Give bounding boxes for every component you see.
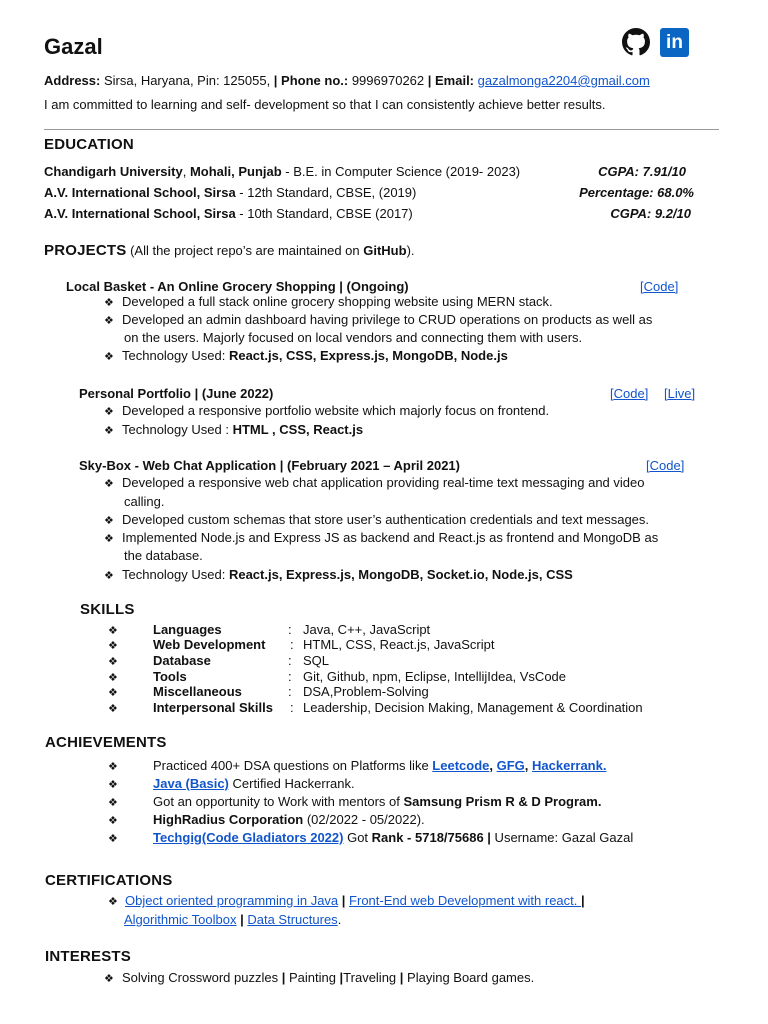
skill-value: DSA,Problem-Solving <box>303 684 429 699</box>
project-title: Sky-Box - Web Chat Application | (February 2021 – April 2021) <box>79 458 460 473</box>
comma: , <box>489 758 497 773</box>
achievement-text: Certified Hackerrank. <box>228 776 355 791</box>
projects-heading: PROJECTS <box>44 242 127 259</box>
cert-algorithmic-toolbox-link[interactable]: Algorithmic Toolbox <box>124 912 237 927</box>
project-bullet <box>104 311 652 330</box>
project-code-link[interactable]: [Code] <box>646 458 685 473</box>
linkedin-glyph: in <box>666 32 683 53</box>
achievement-item <box>153 775 355 793</box>
interest-text: Painting <box>285 970 340 985</box>
interest-text: Traveling <box>343 970 400 985</box>
achievements-heading: ACHIEVEMENTS <box>45 734 167 751</box>
bullet-text: Developed a responsive portfolio website which majorly focus on frontend. <box>122 403 550 418</box>
education-row <box>44 205 413 223</box>
achievement-text: Username: Gazal Gazal <box>490 830 634 845</box>
separator: | <box>399 970 404 985</box>
bullet-icon: ❖ <box>108 687 118 699</box>
tech-list: HTML , CSS, React.js <box>232 422 364 437</box>
project-bullet <box>104 293 553 312</box>
tech-list: React.js, CSS, Express.js, MongoDB, Node.js <box>228 348 508 363</box>
bullet-icon: ❖ <box>104 533 114 545</box>
address-label: Address: <box>44 73 101 88</box>
bullet-text: Developed custom schemas that store user’s authentication credentials and text messages. <box>122 512 650 527</box>
achievement-bold: HighRadius Corporation <box>153 812 304 827</box>
address-value: Sirsa, Haryana, Pin: 125055, <box>100 73 274 88</box>
techgig-link[interactable]: Techgig(Code Gladiators 2022) <box>153 830 344 845</box>
skill-label: Miscellaneous <box>153 684 242 699</box>
achievement-item <box>153 757 606 775</box>
bullet-icon: ❖ <box>104 570 114 582</box>
skill-colon: : <box>288 669 292 684</box>
comma: , <box>524 758 533 773</box>
bullet-icon: ❖ <box>104 406 114 418</box>
achievement-bullet <box>108 793 126 812</box>
skill-colon: : <box>288 622 292 637</box>
school-name: A.V. International School, Sirsa <box>44 206 236 221</box>
project-bullet <box>104 402 549 421</box>
achievement-item <box>153 793 601 811</box>
interest-text: Playing Board games. <box>403 970 535 985</box>
achievement-bullet <box>108 775 126 794</box>
bullet-icon: ❖ <box>108 672 118 684</box>
degree-detail: - 12th Standard, CBSE, (2019) <box>235 185 417 200</box>
skill-label: Languages <box>153 622 222 637</box>
certification-item-continued <box>124 911 341 929</box>
achievement-item <box>153 829 633 847</box>
skill-value: Java, C++, JavaScript <box>303 622 431 637</box>
bullet-icon: ❖ <box>108 797 118 809</box>
separator: | <box>580 893 585 908</box>
project-code-link[interactable]: [Code] <box>640 279 679 294</box>
achievement-bold: Samsung Prism R & D Program. <box>403 794 602 809</box>
bullet-text: Technology Used: <box>122 348 229 363</box>
bullet-text: Technology Used: <box>122 567 229 582</box>
bullet-icon: ❖ <box>108 625 118 637</box>
bullet-icon: ❖ <box>104 478 114 490</box>
separator: | <box>281 970 286 985</box>
bullet-icon: ❖ <box>108 761 118 773</box>
interest-text: Solving Crossword puzzles <box>122 970 282 985</box>
skill-colon: : <box>290 637 294 652</box>
certification-item <box>108 892 585 911</box>
tech-list: React.js, Express.js, MongoDB, Socket.io, Node.js, CSS <box>228 567 573 582</box>
cert-oop-java-link[interactable]: Object oriented programming in Java <box>125 893 339 908</box>
project-code-link[interactable]: [Code] <box>610 386 649 401</box>
cert-data-structures-link[interactable]: Data Structures <box>247 912 338 927</box>
bullet-icon: ❖ <box>104 351 114 363</box>
projects-note-end: ). <box>406 243 415 258</box>
bullet-continuation: on the users. Majorly focused on local vendors and connecting them with users. <box>124 330 583 345</box>
gfg-link[interactable]: GFG <box>496 758 525 773</box>
bullet-icon: ❖ <box>108 640 118 652</box>
achievement-bullet <box>108 811 126 830</box>
bullet-icon: ❖ <box>108 703 118 715</box>
leetcode-link[interactable]: Leetcode <box>432 758 490 773</box>
java-basic-link[interactable]: Java (Basic) <box>153 776 229 791</box>
achievement-text: Got an opportunity to Work with mentors of <box>153 794 404 809</box>
skill-label: Database <box>153 653 211 668</box>
interests-heading: INTERESTS <box>45 948 131 965</box>
objective: I am committed to learning and self- development so that I can consistently achieve better results. <box>44 97 606 112</box>
bullet-text: Developed a full stack online grocery shopping website using MERN stack. <box>122 294 553 309</box>
skill-colon: : <box>288 653 292 668</box>
achievement-text: Got <box>343 830 372 845</box>
skill-colon: : <box>290 700 294 715</box>
project-bullet <box>104 511 649 530</box>
project-bullet <box>104 474 644 493</box>
bullet-text: Technology Used : <box>122 422 233 437</box>
school-name: A.V. International School, Sirsa <box>44 185 236 200</box>
degree-detail: - 10th Standard, CBSE (2017) <box>235 206 413 221</box>
period: . <box>337 912 342 927</box>
education-row <box>44 184 416 202</box>
skill-row <box>108 699 126 718</box>
bullet-text: Developed an admin dashboard having privilege to CRUD operations on products as well as <box>122 312 653 327</box>
linkedin-icon[interactable] <box>660 28 689 57</box>
hackerrank-link[interactable]: Hackerrank. <box>532 758 607 773</box>
skills-heading: SKILLS <box>80 601 135 618</box>
project-bullet <box>104 421 363 440</box>
phone-value: 9996970262 <box>348 73 428 88</box>
skill-value: SQL <box>303 653 330 668</box>
phone-label: | Phone no.: <box>273 73 349 88</box>
education-score: CGPA: 9.2/10 <box>610 206 691 221</box>
projects-note: (All the project repo’s are maintained on <box>126 243 364 258</box>
certifications-heading: CERTIFICATIONS <box>45 872 173 889</box>
achievement-bullet <box>108 757 126 776</box>
achievement-item <box>153 811 425 829</box>
separator: | <box>236 912 248 927</box>
bullet-continuation: the database. <box>124 548 203 563</box>
project-bullet <box>104 347 508 366</box>
achievement-bold: Rank - 5718/75686 | <box>371 830 491 845</box>
divider <box>44 129 719 130</box>
contact-line <box>44 72 650 90</box>
skill-label: Interpersonal Skills <box>153 700 273 715</box>
achievement-bullet <box>108 829 126 848</box>
skill-label: Web Development <box>153 637 266 652</box>
achievement-text: Practiced 400+ DSA questions on Platforms like <box>153 758 433 773</box>
candidate-name: Gazal <box>44 34 103 59</box>
bullet-icon: ❖ <box>104 973 114 985</box>
bullet-icon: ❖ <box>104 297 114 309</box>
skill-colon: : <box>288 684 292 699</box>
education-row <box>44 163 520 181</box>
bullet-icon: ❖ <box>108 815 118 827</box>
project-live-link[interactable]: [Live] <box>664 386 696 401</box>
skill-value: HTML, CSS, React.js, JavaScript <box>303 637 495 652</box>
bullet-icon: ❖ <box>108 656 118 668</box>
bullet-icon: ❖ <box>104 425 114 437</box>
school-place: Mohali, Punjab <box>189 164 282 179</box>
bullet-icon: ❖ <box>108 896 118 908</box>
bullet-icon: ❖ <box>108 833 118 845</box>
github-icon[interactable] <box>622 28 650 56</box>
email-link[interactable]: gazalmonga2204@gmail.com <box>477 73 650 88</box>
project-bullet <box>104 529 658 548</box>
bullet-icon: ❖ <box>104 315 114 327</box>
separator: | <box>338 893 350 908</box>
education-score: Percentage: 68.0% <box>579 185 694 200</box>
cert-frontend-react-link[interactable]: Front-End web Development with react. <box>349 893 581 908</box>
degree-detail: - B.E. in Computer Science (2019- 2023) <box>281 164 521 179</box>
email-label: | Email: <box>427 73 475 88</box>
education-score: CGPA: 7.91/10 <box>598 164 686 179</box>
project-bullet <box>104 566 573 585</box>
bullet-icon: ❖ <box>104 515 114 527</box>
separator: , <box>182 164 190 179</box>
projects-heading-line <box>44 242 415 260</box>
skill-value: Leadership, Decision Making, Management & Coordination <box>303 700 643 715</box>
bullet-continuation: calling. <box>124 494 165 509</box>
separator: | <box>339 970 344 985</box>
education-heading: EDUCATION <box>44 136 134 153</box>
project-title: Local Basket - An Online Grocery Shopping | (Ongoing) <box>66 279 409 294</box>
skill-label: Tools <box>153 669 187 684</box>
bullet-text: Implemented Node.js and Express JS as backend and React.js as frontend and MongoDB as <box>122 530 659 545</box>
skill-value: Git, Github, npm, Eclipse, IntellijIdea, VsCode <box>303 669 567 684</box>
bullet-icon: ❖ <box>108 779 118 791</box>
projects-note-github: GitHub <box>363 243 407 258</box>
project-title: Personal Portfolio | (June 2022) <box>79 386 274 401</box>
bullet-text: Developed a responsive web chat application providing real-time text messaging and video <box>122 475 645 490</box>
achievement-text: (02/2022 - 05/2022). <box>303 812 425 827</box>
interests-item <box>104 969 534 988</box>
school-name: Chandigarh University <box>44 164 183 179</box>
